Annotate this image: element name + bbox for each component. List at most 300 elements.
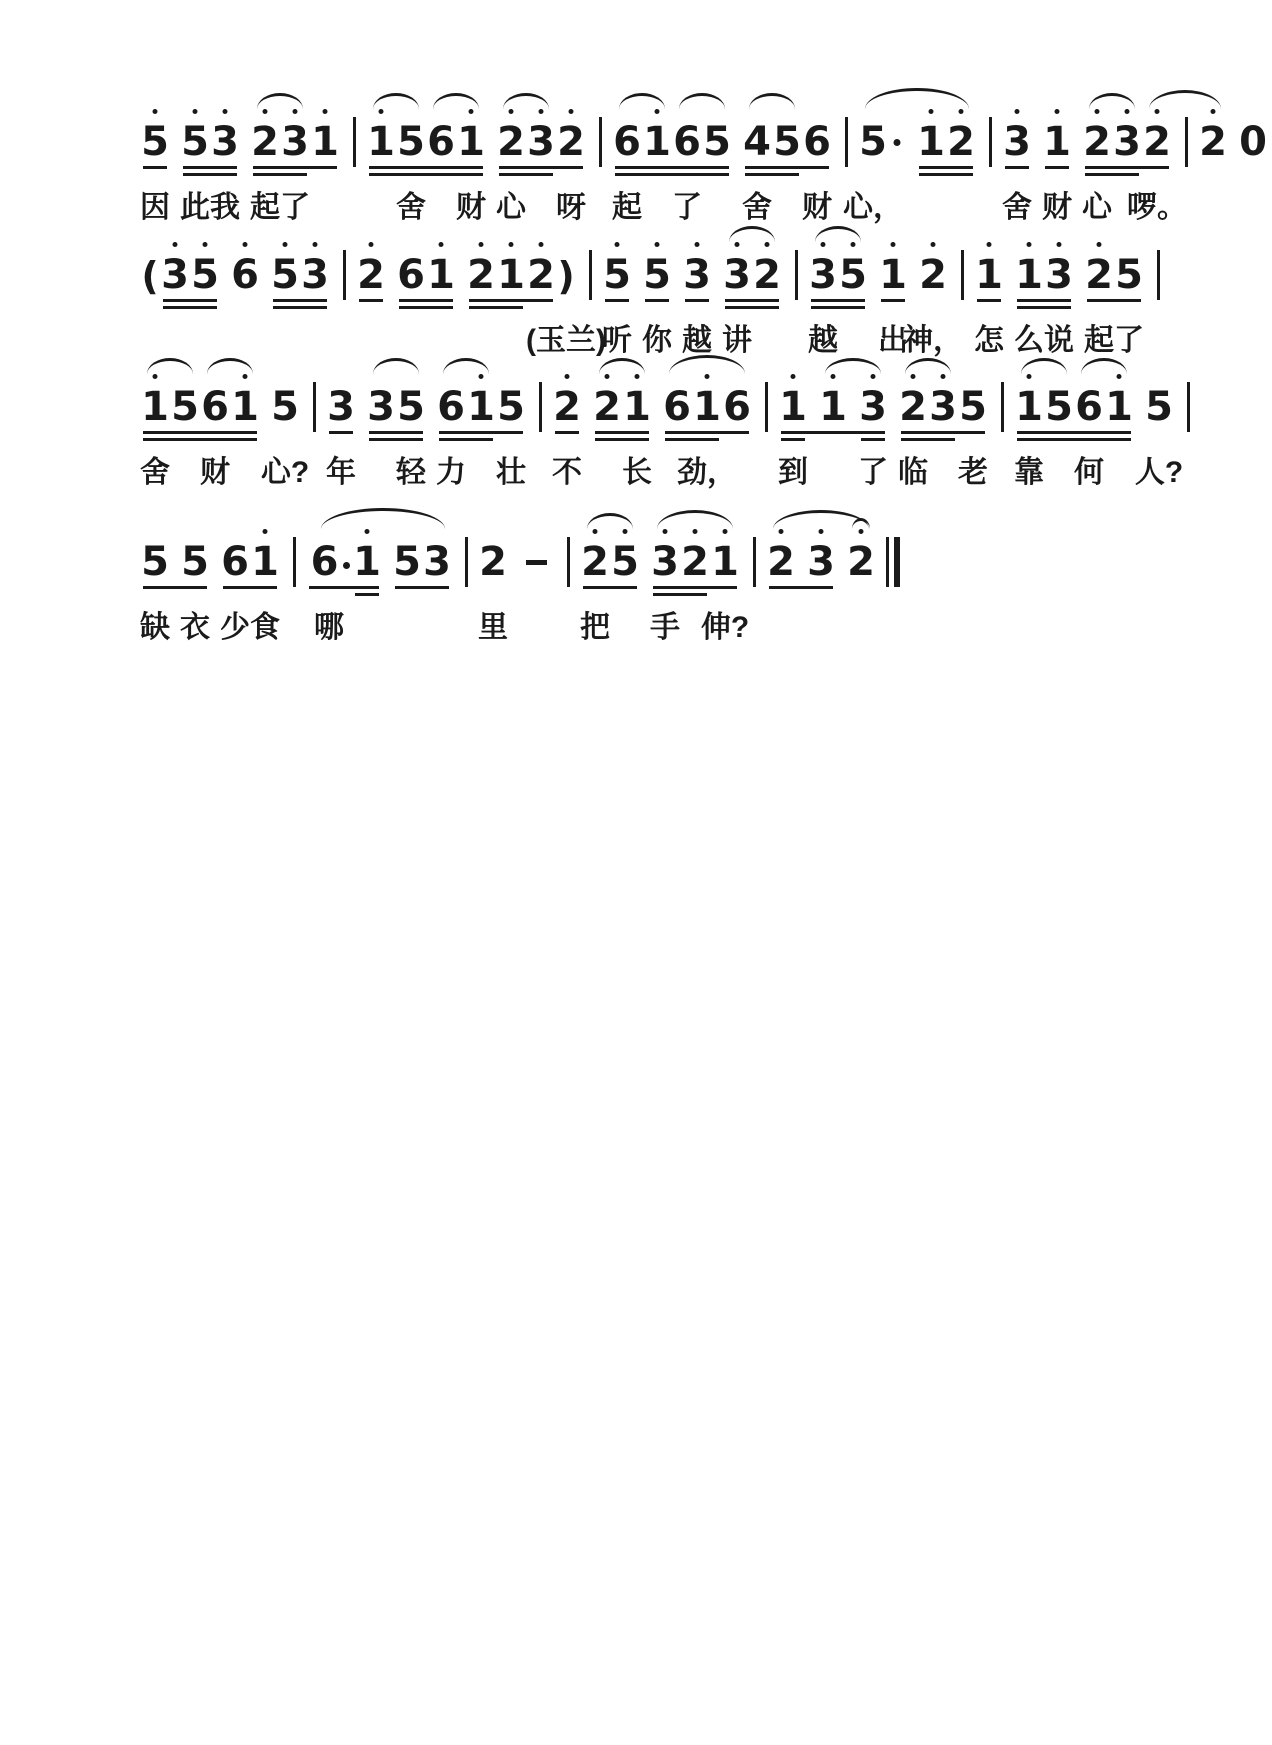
lyric-syllable: 了 xyxy=(280,191,310,224)
note-digit: 5 xyxy=(959,384,987,430)
note-2 xyxy=(1198,120,1228,164)
barline xyxy=(1144,253,1170,297)
note-5 xyxy=(1144,385,1174,429)
note-digit: 2 xyxy=(753,252,781,298)
beam-underline xyxy=(143,166,167,169)
barline xyxy=(526,385,552,429)
note-digit: 2 xyxy=(357,252,385,298)
note-5 xyxy=(170,385,200,429)
note-5 xyxy=(180,120,210,164)
lyric-syllable: 神， xyxy=(903,324,963,357)
slur-arc xyxy=(1021,358,1067,374)
note-6 xyxy=(662,385,692,429)
note-1 xyxy=(916,120,946,164)
note-digit: 1 xyxy=(141,384,169,430)
note-digit: 1 xyxy=(879,252,907,298)
octave-dot xyxy=(931,242,936,247)
note-5 xyxy=(396,385,426,429)
lyric-syllable: 手 xyxy=(650,611,680,644)
slur-arc xyxy=(773,510,869,529)
note-2 xyxy=(526,253,556,297)
note-2 xyxy=(580,540,610,584)
note-digit: 2 xyxy=(467,252,495,298)
beam-underline xyxy=(745,166,829,169)
note-digit: 6 xyxy=(723,384,751,430)
octave-dot xyxy=(1211,109,1216,114)
note-1 xyxy=(1104,385,1134,429)
note-6 xyxy=(802,120,832,164)
note-3 xyxy=(928,385,958,429)
beam-underline xyxy=(745,173,799,176)
barline xyxy=(1268,120,1272,164)
beam-underline xyxy=(901,438,955,441)
octave-dot xyxy=(791,374,796,379)
note-digit: 2 xyxy=(1083,119,1111,165)
note-digit: 4 xyxy=(743,119,771,165)
beam-underline xyxy=(183,166,237,169)
beam-underline xyxy=(1085,173,1139,176)
note-digit: 6 xyxy=(310,539,339,585)
note-digit: 3 xyxy=(651,539,679,585)
note-1 xyxy=(692,385,722,429)
slur-arc xyxy=(1081,358,1127,374)
note-digit: 6 xyxy=(427,119,455,165)
octave-dot xyxy=(1057,242,1062,247)
beam-underline xyxy=(1017,431,1131,434)
barline xyxy=(782,253,808,297)
octave-dot xyxy=(1027,374,1032,379)
note-digit: 2 xyxy=(947,119,975,165)
note-digit: 2 xyxy=(767,539,795,585)
beam-underline xyxy=(395,586,449,589)
note-digit: 3 xyxy=(809,252,837,298)
barline xyxy=(330,253,356,297)
lyric-syllable: 舍 xyxy=(140,456,170,489)
note-digit: 2 xyxy=(527,252,555,298)
octave-dot xyxy=(243,374,248,379)
dash-extension xyxy=(518,540,554,584)
slur-arc xyxy=(147,358,193,374)
lyric-syllable: 因 xyxy=(140,191,170,224)
beam-underline xyxy=(919,166,973,169)
note-digit: 2 xyxy=(553,384,581,430)
note-digit: 1 xyxy=(819,384,847,430)
note-1 xyxy=(426,253,456,297)
score-system xyxy=(140,339,1200,487)
lyric-syllable: 了 xyxy=(672,191,702,224)
beam-underline xyxy=(253,166,337,169)
note-digit: 2 xyxy=(251,119,279,165)
octave-dot xyxy=(1097,242,1102,247)
beam-underline xyxy=(595,438,649,441)
barline xyxy=(948,253,974,297)
note-6 xyxy=(426,120,456,164)
note-6 xyxy=(1074,385,1104,429)
lyric-syllable: 财 xyxy=(456,191,486,224)
note-2 xyxy=(250,120,280,164)
note-digit: 5 xyxy=(397,119,425,165)
octave-dot xyxy=(369,242,374,247)
lyric-syllable: 老 xyxy=(958,456,988,489)
note-digit: 6 xyxy=(397,252,425,298)
beam-underline xyxy=(183,173,237,176)
note-2 xyxy=(680,540,710,584)
lyric-syllable: 说 xyxy=(1044,324,1074,357)
note-5 xyxy=(496,385,526,429)
octave-dot xyxy=(695,242,700,247)
note-5 xyxy=(858,120,888,164)
note-digit: 3 xyxy=(211,119,239,165)
octave-dot xyxy=(223,109,228,114)
note-3 xyxy=(682,253,712,297)
lyric-syllable: 伸? xyxy=(700,611,750,644)
octave-dot xyxy=(929,109,934,114)
note-digit: 1 xyxy=(693,384,721,430)
note-digit: 5 xyxy=(703,119,731,165)
beam-underline xyxy=(615,173,729,176)
barline xyxy=(1172,120,1198,164)
note-digit: 6 xyxy=(663,384,691,430)
slur-arc xyxy=(433,93,479,109)
notes-row xyxy=(140,253,1170,297)
slur-arc xyxy=(599,358,645,374)
note-3 xyxy=(1044,253,1074,297)
note-digit: 1 xyxy=(975,252,1003,298)
lyric-syllable: 舍 xyxy=(396,191,426,224)
lyric-syllable: 食 xyxy=(250,611,280,644)
note-5 xyxy=(958,385,988,429)
note-5 xyxy=(702,120,732,164)
note-digit: 1 xyxy=(497,252,525,298)
barline xyxy=(452,540,478,584)
beam-underline xyxy=(143,431,257,434)
note-3 xyxy=(806,540,836,584)
octave-dot xyxy=(941,374,946,379)
beam-underline xyxy=(469,299,553,302)
note-digit: 5 xyxy=(839,252,867,298)
octave-dot xyxy=(723,529,728,534)
note-1 xyxy=(456,120,486,164)
note-1 xyxy=(974,253,1004,297)
octave-dot xyxy=(153,109,158,114)
octave-dot xyxy=(1155,109,1160,114)
octave-dot xyxy=(1125,109,1130,114)
octave-dot xyxy=(615,242,620,247)
note-2 xyxy=(846,540,876,584)
beam-underline xyxy=(253,173,307,176)
lyric-syllable: 舍 xyxy=(1002,191,1032,224)
octave-dot xyxy=(819,529,824,534)
lyric-syllable: 你 xyxy=(642,324,672,357)
lyric-syllable: 壮 xyxy=(496,456,526,489)
note-digit: 3 xyxy=(327,384,355,430)
octave-dot xyxy=(1117,374,1122,379)
lyric-syllable: 越 xyxy=(682,324,712,357)
beam-underline xyxy=(861,438,885,441)
note-1 xyxy=(778,385,808,429)
lyrics-row xyxy=(140,602,908,642)
note-1 xyxy=(622,385,652,429)
beam-underline xyxy=(781,438,805,441)
octave-dot xyxy=(959,109,964,114)
score-system xyxy=(140,74,1272,222)
slur-arc xyxy=(373,358,419,374)
note-digit: 2 xyxy=(557,119,585,165)
note-2 xyxy=(752,253,782,297)
beam-underline xyxy=(439,438,493,441)
lyric-syllable: 少 xyxy=(220,611,250,644)
note-3 xyxy=(858,385,888,429)
note-digit: 5 xyxy=(181,539,209,585)
beam-underline xyxy=(1017,299,1071,302)
barline xyxy=(554,540,580,584)
beam-underline xyxy=(1005,166,1029,169)
lyric-syllable: 轻 xyxy=(396,456,426,489)
note-digit: 2 xyxy=(681,539,709,585)
octave-dot xyxy=(663,529,668,534)
beam-underline xyxy=(499,166,583,169)
octave-dot xyxy=(871,374,876,379)
beam-underline xyxy=(665,431,749,434)
note-3 xyxy=(422,540,452,584)
barline xyxy=(1174,385,1200,429)
note-digit: 3 xyxy=(281,119,309,165)
note-digit: 3 xyxy=(723,252,751,298)
octave-dot xyxy=(831,374,836,379)
beam-underline xyxy=(1017,306,1071,309)
note-3 xyxy=(210,120,240,164)
octave-dot xyxy=(851,242,856,247)
note-2 xyxy=(766,540,796,584)
octave-dot xyxy=(635,374,640,379)
note-3 xyxy=(160,253,190,297)
score-system xyxy=(140,494,908,642)
beam-underline xyxy=(273,299,327,302)
note-2 xyxy=(556,120,586,164)
beam-underline xyxy=(665,438,719,441)
octave-dot xyxy=(263,109,268,114)
note-digit: 6 xyxy=(437,384,465,430)
slur-arc xyxy=(1149,90,1221,109)
slur-arc xyxy=(825,358,881,374)
note-digit: 1 xyxy=(1043,119,1071,165)
octave-dot xyxy=(859,529,864,534)
slur-arc xyxy=(865,88,969,109)
octave-dot xyxy=(605,374,610,379)
beam-underline xyxy=(143,586,207,589)
note-digit: 5 xyxy=(171,384,199,430)
lyric-syllable: 里 xyxy=(478,611,508,644)
score-system xyxy=(140,207,1170,355)
note-3 xyxy=(280,120,310,164)
slur-arc xyxy=(373,93,419,109)
lyric-syllable: 我 xyxy=(210,191,240,224)
barline xyxy=(300,385,326,429)
octave-dot xyxy=(735,242,740,247)
beam-underline xyxy=(1045,166,1069,169)
slur-arc xyxy=(321,508,445,529)
note-digit: 5 xyxy=(859,119,887,165)
slur-arc xyxy=(905,358,951,374)
lyric-syllable: 临 xyxy=(898,456,928,489)
slur-arc xyxy=(749,93,795,109)
slur-arc xyxy=(657,510,733,529)
note-digit: 6 xyxy=(231,252,259,298)
beam-underline xyxy=(399,299,453,302)
note-1 xyxy=(642,120,672,164)
note-5 xyxy=(1044,385,1074,429)
lyric-syllable: 长 xyxy=(622,456,652,489)
lyric-syllable: 起 xyxy=(1084,324,1114,357)
slur-arc xyxy=(257,93,303,109)
octave-dot xyxy=(655,109,660,114)
octave-dot xyxy=(821,242,826,247)
beam-underline xyxy=(881,299,905,302)
note-digit: 3 xyxy=(683,252,711,298)
barline xyxy=(576,253,602,297)
parenthesis: ) xyxy=(557,254,575,298)
octave-dot xyxy=(323,109,328,114)
octave-dot xyxy=(779,529,784,534)
note-digit: 1 xyxy=(353,539,381,585)
lyric-syllable: 靠 xyxy=(1014,456,1044,489)
beam-underline xyxy=(615,166,729,169)
octave-dot xyxy=(565,374,570,379)
beam-underline xyxy=(725,306,779,309)
octave-dot xyxy=(243,242,248,247)
octave-dot xyxy=(379,109,384,114)
beam-underline xyxy=(329,431,353,434)
note-2 xyxy=(1082,120,1112,164)
slur-arc xyxy=(619,93,665,109)
octave-dot xyxy=(987,242,992,247)
note-digit: 1 xyxy=(311,119,339,165)
octave-dot xyxy=(705,374,710,379)
octave-dot xyxy=(193,109,198,114)
note-5 xyxy=(772,120,802,164)
lyric-syllable: 到 xyxy=(778,456,808,489)
note-digit: 1 xyxy=(711,539,739,585)
note-digit: 2 xyxy=(479,539,507,585)
beam-underline xyxy=(359,299,383,302)
note-digit: 5 xyxy=(271,252,299,298)
note-digit: 1 xyxy=(1015,252,1043,298)
octave-dot xyxy=(593,529,598,534)
slur-arc xyxy=(1089,93,1135,109)
lyric-syllable: 心 xyxy=(496,191,526,224)
note-1 xyxy=(310,120,340,164)
lyric-syllable: 么 xyxy=(1014,324,1044,357)
note-digit: 1 xyxy=(1105,384,1133,430)
lyric-syllable: 此 xyxy=(180,191,210,224)
beam-underline xyxy=(781,431,885,434)
note-5 xyxy=(270,385,300,429)
barline xyxy=(340,120,366,164)
beam-underline xyxy=(309,586,379,589)
octave-dot xyxy=(1015,109,1020,114)
beam-underline xyxy=(439,431,523,434)
note-5 xyxy=(180,540,210,584)
lyric-syllable: 讲 xyxy=(722,324,752,357)
note-3 xyxy=(526,120,556,164)
note-digit: 2 xyxy=(899,384,927,430)
note-1 xyxy=(1014,385,1044,429)
note-5 xyxy=(140,540,170,584)
note-3 xyxy=(1112,120,1142,164)
note-digit: 1 xyxy=(231,384,259,430)
note-digit: 5 xyxy=(497,384,525,430)
note-digit: 5 xyxy=(773,119,801,165)
barline xyxy=(740,540,766,584)
octave-dot xyxy=(623,529,628,534)
note-digit: 2 xyxy=(1143,119,1171,165)
barline xyxy=(832,120,858,164)
notes-row xyxy=(140,385,1200,429)
beam-underline xyxy=(583,586,637,589)
beam-underline xyxy=(163,306,217,309)
lyric-syllable: 把 xyxy=(580,611,610,644)
note-digit: 3 xyxy=(527,119,555,165)
note-digit: 6 xyxy=(201,384,229,430)
note-5 xyxy=(838,253,868,297)
note-digit: 5 xyxy=(393,539,421,585)
note-digit: 2 xyxy=(581,539,609,585)
lyric-syllable: 何 xyxy=(1074,456,1104,489)
slur-arc xyxy=(207,358,253,374)
note-2 xyxy=(496,120,526,164)
lyric-syllable: 怎 xyxy=(974,324,1004,357)
note-5 xyxy=(140,120,170,164)
augmentation-dot xyxy=(888,120,906,164)
lyric-syllable: (玉兰) xyxy=(526,324,606,357)
beam-underline xyxy=(901,431,985,434)
note-1 xyxy=(466,385,496,429)
lyric-syllable: 心? xyxy=(260,456,310,489)
note-1 xyxy=(878,253,908,297)
lyric-syllable: 听 xyxy=(602,324,632,357)
note-digit: 1 xyxy=(467,384,495,430)
beam-underline xyxy=(1085,166,1169,169)
notes-row xyxy=(140,540,908,584)
note-digit: 2 xyxy=(1199,119,1227,165)
note-6 xyxy=(200,385,230,429)
note-2 xyxy=(946,120,976,164)
note-digit: 6 xyxy=(221,539,249,585)
octave-dot xyxy=(911,374,916,379)
note-5 xyxy=(270,253,300,297)
octave-dot xyxy=(765,242,770,247)
note-digit: 5 xyxy=(191,252,219,298)
note-3 xyxy=(1002,120,1032,164)
note-digit: 1 xyxy=(1015,384,1043,430)
octave-dot xyxy=(479,374,484,379)
note-3 xyxy=(722,253,752,297)
octave-dot xyxy=(469,109,474,114)
rest-0 xyxy=(1238,120,1268,164)
beam-underline xyxy=(811,299,865,302)
note-6 xyxy=(220,540,250,584)
lyric-syllable: 舍 xyxy=(742,191,772,224)
beam-underline xyxy=(919,173,973,176)
beam-underline xyxy=(595,431,649,434)
octave-dot xyxy=(539,242,544,247)
slur-arc xyxy=(815,226,861,242)
note-4 xyxy=(742,120,772,164)
note-digit: 1 xyxy=(779,384,807,430)
beam-underline xyxy=(399,306,453,309)
parenthesis: ( xyxy=(141,254,159,298)
note-2 xyxy=(466,253,496,297)
